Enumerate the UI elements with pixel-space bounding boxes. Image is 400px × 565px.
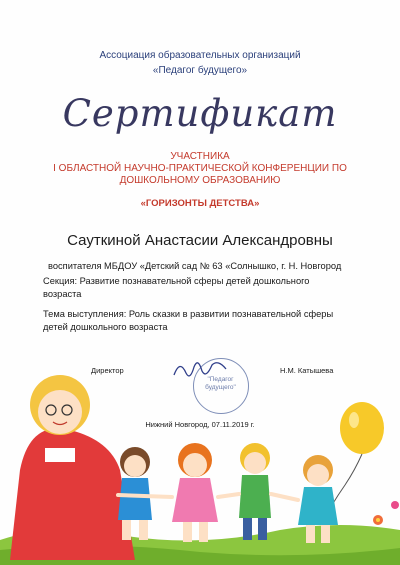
conference-name: «ГОРИЗОНТЫ ДЕТСТВА» <box>140 198 260 209</box>
association-header <box>0 48 400 78</box>
director-label: Директор <box>91 366 124 375</box>
flower-icon <box>15 501 399 530</box>
kid-figure-3 <box>239 443 271 540</box>
teacher-figure <box>10 375 135 560</box>
topic-line-2: детей дошкольного возраста <box>43 322 168 332</box>
conference-line-1: I ОБЛАСТНОЙ НАУЧНО-ПРАКТИЧЕСКОЙ КОНФЕРЕНЦИИ ПО <box>53 163 347 174</box>
certificate-title: Сертификат <box>62 92 338 135</box>
stamp-line-1: "Педагог <box>207 376 234 383</box>
signature-icon <box>170 355 230 385</box>
kid-figure-1 <box>118 447 152 540</box>
balloon-icon <box>332 402 384 505</box>
association-text: Ассоциация образовательных организаций <box>99 50 301 61</box>
section-line-2: возраста <box>43 289 82 299</box>
place-date: Нижний Новгород, 07.11.2019 г. <box>145 420 255 429</box>
topic-line-1: Тема выступления: Роль сказки в развитии познавательной сферы <box>43 309 334 319</box>
director-name: Н.М. Катышева <box>280 366 334 375</box>
kid-figure-2 <box>172 443 218 542</box>
recipient-name: Сауткиной Анастасии Александровны <box>67 232 333 249</box>
stamp-line-2: будущего" <box>205 384 236 391</box>
participant-label: УЧАСТНИКА <box>170 151 230 162</box>
conference-title <box>0 163 400 186</box>
association-name: «Педагог будущего» <box>152 65 248 76</box>
kid-figure-4 <box>298 455 338 543</box>
conference-line-2: ДОШКОЛЬНОМУ ОБРАЗОВАНИЮ <box>119 174 281 186</box>
section-line-1: Секция: Развитие познавательной сферы детей дошкольного <box>43 276 310 286</box>
recipient-position: воспитателя МБДОУ «Детский сад № 63 «Солнышко, г. Н. Новгород <box>48 261 342 271</box>
